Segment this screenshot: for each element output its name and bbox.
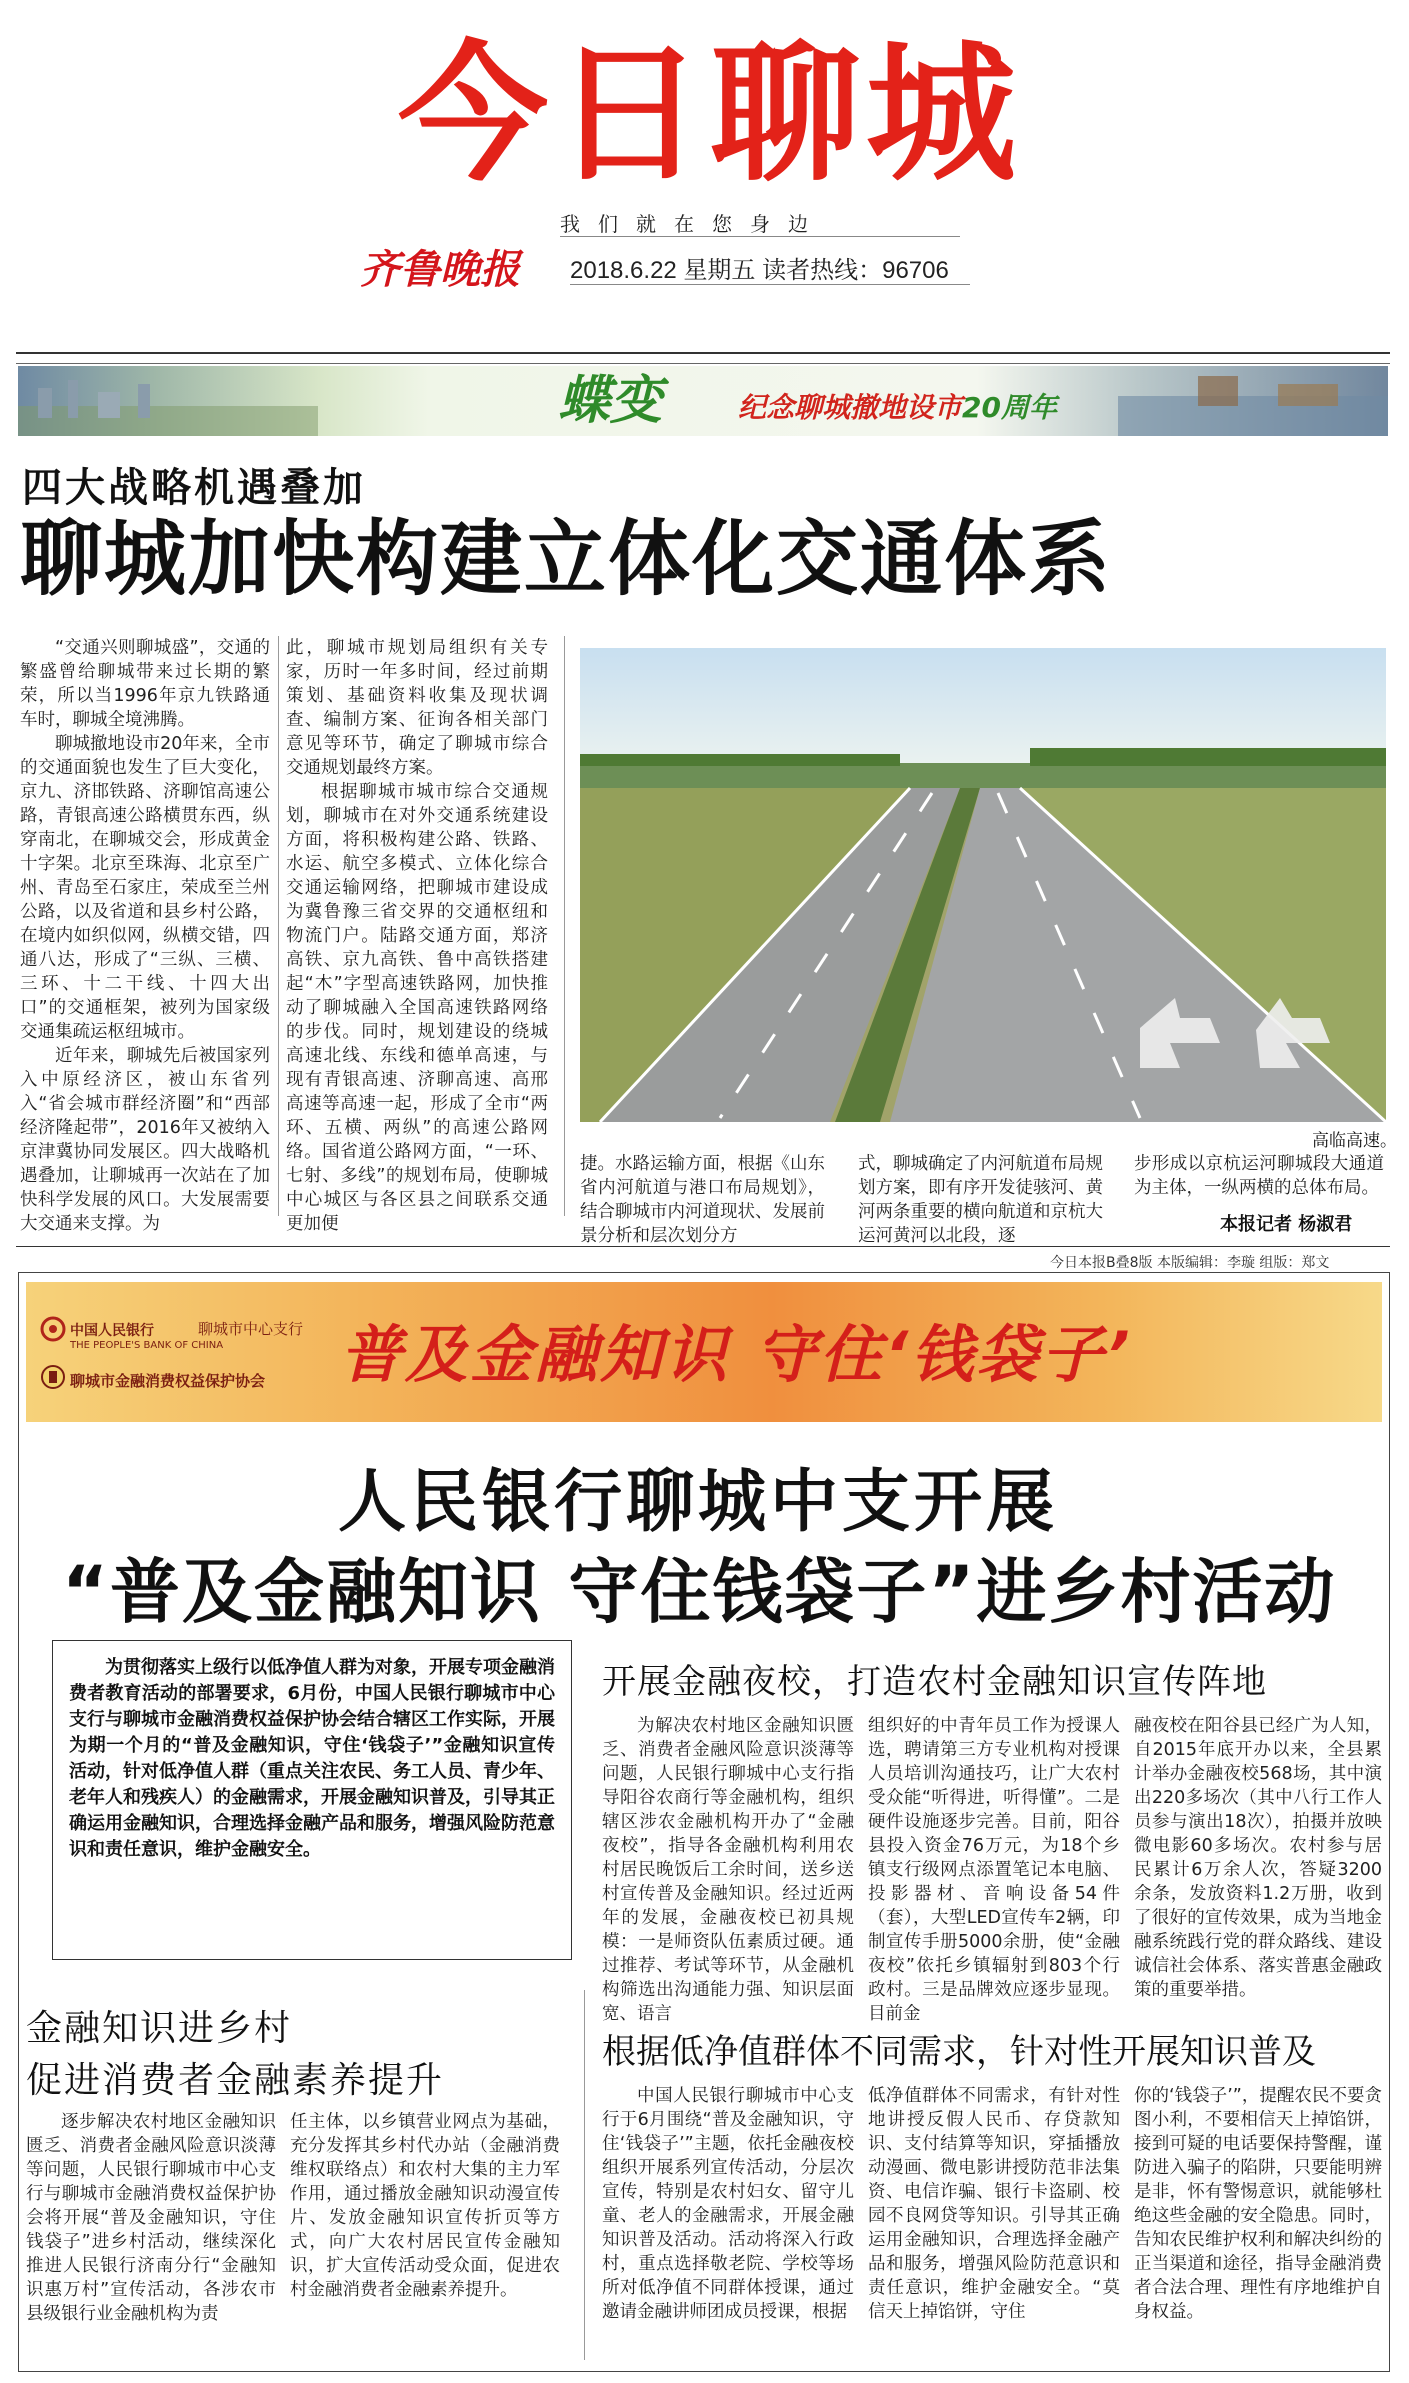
bank-logo-icon <box>40 1316 66 1342</box>
story2-s1-column-3 <box>1134 1714 1382 2002</box>
story2-left-column-2 <box>290 2110 560 2302</box>
highway-photo-illustration <box>580 648 1386 1122</box>
paragraph: 你的‘钱袋子’”，提醒农民不要贪图小利，不要相信天上掉馅饼，接到可疑的电话要保持警醒，谨防进入骗子的陷阱，只要能明辨是非，怀有警惕意识，就能够杜绝这些金融的安全隐患。同时，告知农民维护权利和解决纠纷的正当渠道和途径，指导金融消费者合法合理、理性有序地维护自身权益。 <box>1134 2086 1382 2322</box>
paragraph: 任主体，以乡镇营业网点为基础，充分发挥其乡村代办站（金融消费维权联络点）和农村大集的主力军作用，通过播放金融知识动漫宣传片、发放金融知识宣传折页等方式，向广大农村居民宣传金融知识，扩大宣传活动受众面，促进农村金融消费者金融素养提升。 <box>290 2112 560 2300</box>
story2-s1-column-1 <box>602 1714 854 2026</box>
banner-slogan: 普及金融知识 守住‘钱袋子’ <box>340 1318 1133 1391</box>
bank-branch: 聊城市中心支行 <box>198 1320 304 1338</box>
story2-subheading-1: 开展金融夜校，打造农村金融知识宣传阵地 <box>602 1662 1267 1702</box>
paragraph: 融夜校在阳谷县已经广为人知，自2015年底开办以来，全县累计举办金融夜校568场，其中演出220多场次（其中八行工作人员参与演出18次），拍摄并放映微电影60多场次。农村参与居民累计6万余人次，答疑3200余条，发放资料1.2万册，收到了很好的宣传效果，成为当地金融系统践行党的群众路线、建设诚信社会体系、落实普惠金融政策的重要举措。 <box>1134 1716 1382 2000</box>
banner-anniversary-number: 20周年 <box>962 391 1057 424</box>
paragraph: 聊城撤地设市20年来，全市的交通面貌也发生了巨大变化，京九、济邯铁路、济聊馆高速公路，青银高速公路横贯东西，纵穿南北，在聊城交会，形成黄金十字架。北京至珠海、北京至广州、青岛至石家庄，荣成至兰州公路，以及省道和县乡村公路，在境内如织似网，纵横交错，四通八达，形成了“三纵、三横、三环、十二干线、十四大出口”的交通框架，被列为国家级交通集疏运枢纽城市。 <box>20 734 270 1042</box>
story1-column-1 <box>20 636 270 1236</box>
masthead <box>0 0 1409 350</box>
story1-column-4: 式，聊城确定了内河航道布局规划方案，即有序开发徒骇河、黄河两条重要的横向航道和京杭大运河黄河以北段，逐 <box>858 1154 1103 1246</box>
masthead-title: 今日聊城 <box>397 28 1022 202</box>
paragraph: “交通兴则聊城盛”，交通的繁盛曾给聊城带来过长期的繁荣，所以当1996年京九铁路通车时，聊城全境沸腾。 <box>20 638 270 730</box>
highway-photo <box>580 648 1386 1122</box>
story2-lead-box <box>52 1640 572 1960</box>
column-rule <box>564 636 565 1216</box>
column-rule <box>584 1990 585 2360</box>
anniversary-banner <box>18 366 1388 436</box>
paragraph: 低净值群体不同需求，有针对性地讲授反假人民币、存贷款知识、支付结算等知识，穿插播放动漫画、微电影讲授防范非法集资、电信诈骗、银行卡盗刷、校园不良网贷等知识。引导其正确运用金融知识，合理选择金融产品和服务，增强风险防范意识和责任意识，维护金融安全。“莫信天上掉馅饼，守住 <box>868 2086 1120 2322</box>
story2-s2-column-1 <box>602 2084 854 2324</box>
left-section-title-2: 促进消费者金融素养提升 <box>26 2060 445 2101</box>
paragraph: 为解决农村地区金融知识匮乏、消费者金融风险意识淡薄等问题，人民银行聊城中心支行指导阳谷农商行等金融机构，组织辖区涉农金融机构开办了“金融夜校”，指导各金融机构利用农村居民晚饭后工余时间，送乡送村宣传普及金融知识。经过近两年的发展，金融夜校已初具规模：一是师资队伍素质过硬。通过推荐、考试等环节，从金融机构筛选出沟通能力强、知识层面宽、语言 <box>602 1716 854 2024</box>
story1-column-3: 捷。水路运输方面，根据《山东省内河航道与港口布局规划》，结合聊城市内河道现状、发展前景分析和层次划分方 <box>580 1154 825 1246</box>
paragraph: 组织好的中青年员工作为授课人选，聘请第三方专业机构对授课人员培训沟通技巧，让广大农村受众能“听得进，听得懂”。二是硬件设施逐步完善。目前，阳谷县投入资金76万元，为18个乡镇支行级网点添置笔记本电脑、投影器材、音响设备54件（套），大型LED宣传车2辆，印制宣传手册5000余册，使“金融夜校”依托乡镇辐射到803个行政村。三是品牌效应逐步显现。目前金 <box>868 1716 1120 2024</box>
banner-subtitle: 纪念聊城撤地设市20周年 <box>738 391 1057 424</box>
section-rule <box>16 352 1390 364</box>
story2-headline-line1: 人民银行聊城中支开展 <box>338 1463 1059 1542</box>
story1-column-2 <box>286 636 548 1236</box>
story2-headline-line2: “普及金融知识 守住钱袋子”进乡村活动 <box>62 1551 1337 1633</box>
paper-logo: 齐鲁晚报 <box>360 246 520 293</box>
story1-kicker: 四大战略机遇叠加 <box>22 465 366 511</box>
paragraph: 近年来，聊城先后被国家列入中原经济区，被山东省列入“省会城市群经济圈”和“西部经济隆起带”，2016年又被纳入京津冀协同发展区。四大战略机遇叠加，让聊城再一次站在了加快科学发展的风口。大发展需要大交通来支撑。为 <box>20 1046 270 1234</box>
page-footer-credits: 今日本报B叠8版 本版编辑：李璇 组版：郑文 <box>1050 1255 1330 1271</box>
story2-subheading-2: 根据低净值群体不同需求，针对性开展知识普及 <box>602 2032 1316 2072</box>
association-name: 聊城市金融消费权益保护协会 <box>70 1372 266 1390</box>
lead-paragraph: 为贯彻落实上级行以低净值人群为对象，开展专项金融消费者教育活动的部署要求，6月份，中国人民银行聊城市中心支行与聊城市金融消费权益保护协会结合辖区工作实际，开展为期一个月的“普及金融知识，守住‘钱袋子’”金融知识宣传活动，针对低净值人群（重点关注农民、务工人员、青少年、老年人和残疾人）的金融需求，开展金融知识普及，引导其正确运用金融知识，合理选择金融产品和服务，增强风险防范意识和责任意识，维护金融安全。 <box>69 1657 555 1860</box>
dateline: 2018.6.22 星期五 读者热线：96706 <box>570 257 949 284</box>
bank-name: 中国人民银行 THE PEOPLE'S BANK OF CHINA <box>70 1323 224 1351</box>
story2-left-column-1 <box>26 2110 276 2326</box>
masthead-slogan: 我们就在您身边 <box>560 212 826 236</box>
story1-column-5: 步形成以京杭运河聊城段大通道为主体，一纵两横的总体布局。 <box>1134 1154 1384 1198</box>
story1-headline: 聊城加快构建立体化交通体系 <box>20 512 1113 607</box>
paragraph: 根据聊城市城市综合交通规划，聊城市在对外交通系统建设方面，将积极构建公路、铁路、水运、航空多模式、立体化综合交通运输网络，把聊城市建设成为冀鲁豫三省交界的交通枢纽和物流门户。陆路交通方面，郑济高铁、京九高铁、鲁中高铁搭建起“木”字型高速铁路网，加快推动了聊城融入全国高速铁路网络的步伐。同时，规划建设的绕城高速北线、东线和德单高速，与现有青银高速、济聊高速、高邢高速等高速一起，形成了全市“两环、五横、两纵”的高速公路网络。国省道公路网方面，“一环、七射、多线”的规划布局，使聊城中心城区与各区县之间联系交通更加便 <box>286 782 548 1234</box>
banner-skyline-image <box>18 366 1388 436</box>
left-section-title-1: 金融知识进乡村 <box>26 2008 293 2049</box>
story2-s2-column-2 <box>868 2084 1120 2324</box>
story2-s1-column-2 <box>868 1714 1120 2026</box>
story2-s2-column-3 <box>1134 2084 1382 2324</box>
divider <box>570 284 970 285</box>
paragraph: 逐步解决农村地区金融知识匮乏、消费者金融风险意识淡薄等问题，人民银行聊城市中心支行与聊城市金融消费权益保护协会将开展“普及金融知识，守住钱袋子”进乡村活动，继续深化推进人民银行济南分行“金融知识惠万村”宣传活动，各涉农市县级银行业金融机构为责 <box>26 2112 276 2324</box>
paragraph: 中国人民银行聊城市中心支行于6月围绕“普及金融知识，守住‘钱袋子’”主题，依托金融夜校组织开展系列宣传活动，分层次宣传，特别是农村妇女、留守儿童、老人的金融需求，开展金融知识普及活动。活动将深入行政村，重点选择敬老院、学校等场所对低净值不同群体授课，通过邀请金融讲师团成员授课，根据 <box>602 2086 854 2322</box>
story1-byline: 本报记者 杨淑君 <box>1220 1214 1353 1235</box>
association-logo-icon <box>40 1364 66 1390</box>
bank-name-english: THE PEOPLE'S BANK OF CHINA <box>70 1340 224 1351</box>
photo-caption: 高临高速。 <box>1312 1131 1397 1151</box>
paragraph: 此，聊城市规划局组织有关专家，历时一年多时间，经过前期策划、基础资料收集及现状调查、编制方案、征询各相关部门意见等环节，确定了聊城市综合交通规划最终方案。 <box>286 638 548 778</box>
divider <box>560 236 960 237</box>
section-divider <box>16 1246 1390 1247</box>
banner-big-title: 蝶变 <box>558 371 663 431</box>
column-rule <box>278 636 279 1216</box>
